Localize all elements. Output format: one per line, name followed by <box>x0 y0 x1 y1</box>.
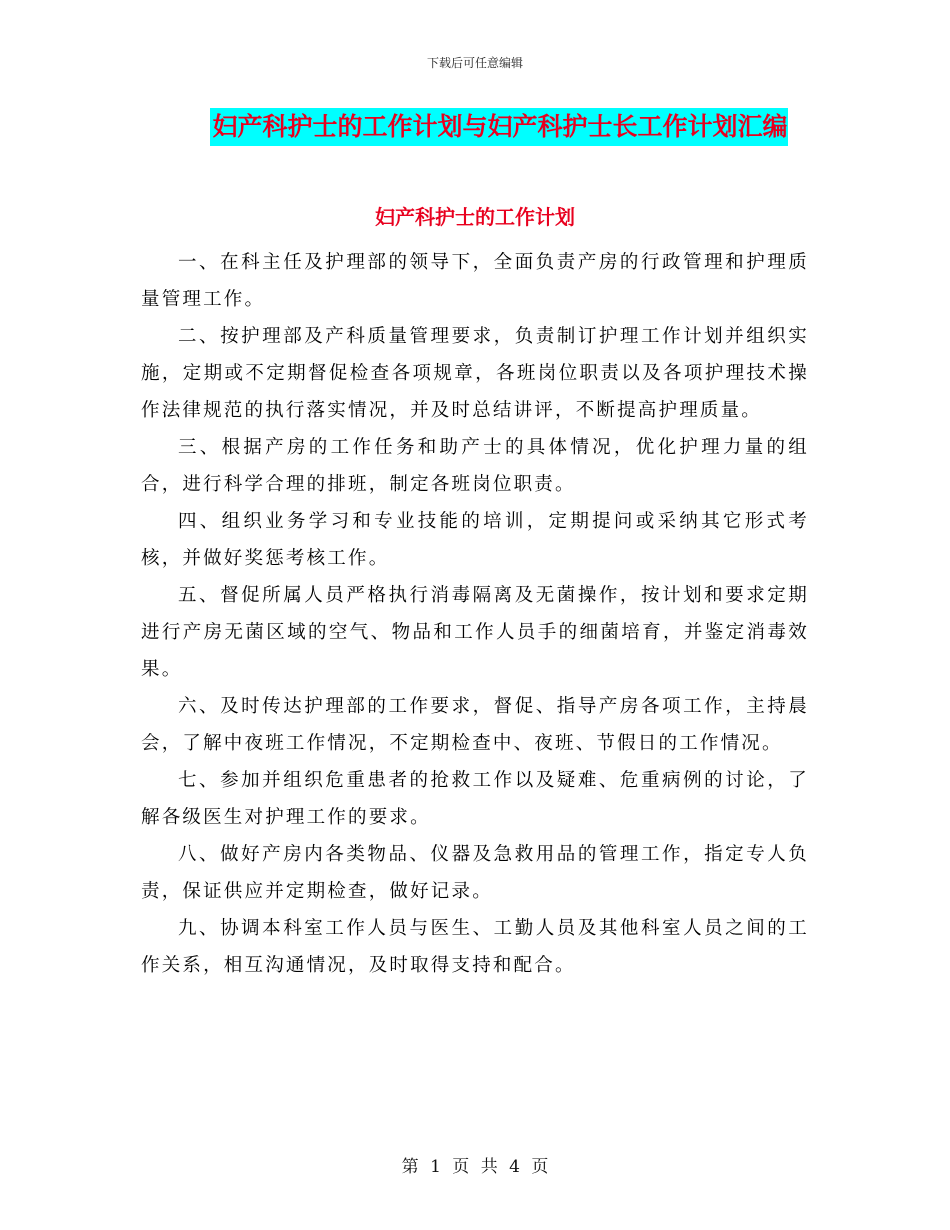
paragraph-9: 九、协调本科室工作人员与医生、工勤人员及其他科室人员之间的工作关系，相互沟通情况，及时取得支持和配合。 <box>141 918 809 976</box>
paragraph-1: 一、在科主任及护理部的领导下，全面负责产房的行政管理和护理质量管理工作。 <box>141 252 809 310</box>
document-title-wrap <box>0 108 950 146</box>
paragraph-4: 四、组织业务学习和专业技能的培训，定期提问或采纳其它形式考核，并做好奖惩考核工作。 <box>141 511 809 569</box>
paragraph-6: 六、及时传达护理部的工作要求，督促、指导产房各项工作，主持晨会，了解中夜班工作情况，不定期检查中、夜班、节假日的工作情况。 <box>141 696 809 754</box>
paragraph-7: 七、参加并组织危重患者的抢救工作以及疑难、危重病例的讨论，了解各级医生对护理工作的要求。 <box>141 770 809 828</box>
document-title: 妇产科护士的工作计划与妇产科护士长工作计划汇编 <box>210 108 787 146</box>
document-body <box>141 244 809 984</box>
paragraph-8: 八、做好产房内各类物品、仪器及急救用品的管理工作，指定专人负责，保证供应并定期检查，做好记录。 <box>141 844 809 902</box>
section-title: 妇产科护士的工作计划 <box>375 205 575 229</box>
header-note: 下载后可任意编辑 <box>426 56 523 70</box>
page-number-footer: 第 1 页 共 4 页 <box>401 1157 549 1177</box>
paragraph-2: 二、按护理部及产科质量管理要求，负责制订护理工作计划并组织实施，定期或不定期督促检查各项规章，各班岗位职责以及各项护理技术操作法律规范的执行落实情况，并及时总结讲评，不断提高护理质量。 <box>141 326 809 421</box>
paragraph-3: 三、根据产房的工作任务和助产士的具体情况，优化护理力量的组合，进行科学合理的排班，制定各班岗位职责。 <box>141 437 809 495</box>
paragraph-5: 五、督促所属人员严格执行消毒隔离及无菌操作，按计划和要求定期进行产房无菌区域的空气、物品和工作人员手的细菌培育，并鉴定消毒效果。 <box>141 585 809 680</box>
